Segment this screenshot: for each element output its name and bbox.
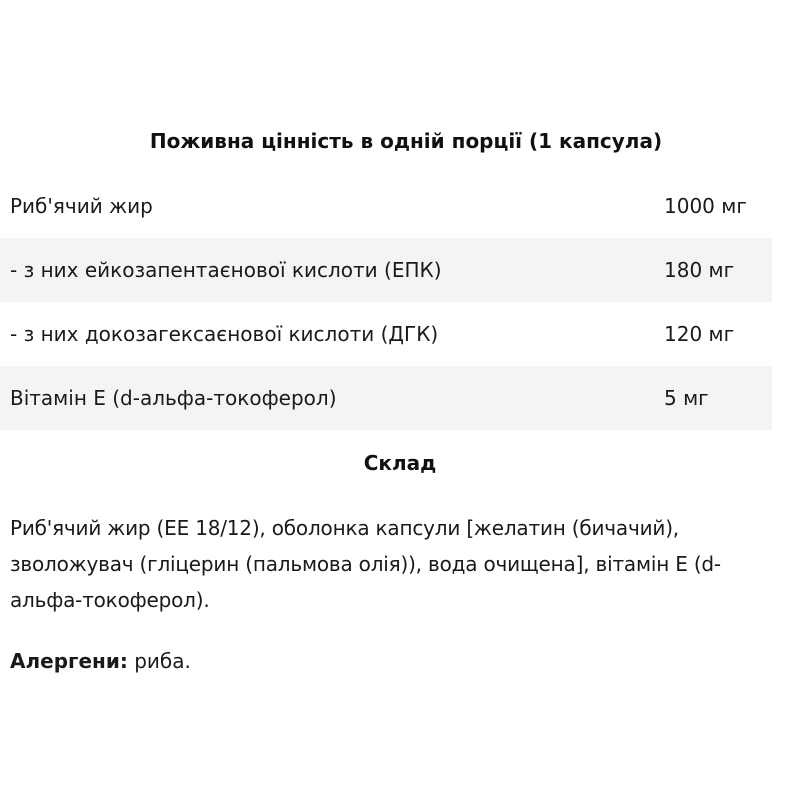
composition-text: Риб'ячий жир (ЕЕ 18/12), оболонка капсули [желатин (бичачий), зволожувач (гліцерин (пальмова олія)), вода очищена], вітамін Е (d-альфа-токоферол). — [10, 516, 721, 612]
nutrient-value: 120 мг — [664, 322, 735, 346]
allergens-line — [10, 646, 792, 676]
nutrient-name: Вітамін Е (d-альфа-токоферол) — [10, 386, 337, 410]
table-row — [0, 302, 772, 366]
nutrient-name: - з них докозагексаєнової кислоти (ДГК) — [10, 322, 439, 346]
nutrient-name: Риб'ячий жир — [10, 194, 153, 218]
allergens-label: Алергени: — [10, 649, 128, 673]
table-row — [0, 238, 772, 302]
nutrient-value: 5 мг — [664, 386, 709, 410]
nutrient-value: 180 мг — [664, 258, 735, 282]
table-row — [0, 366, 772, 430]
nutrient-name: - з них ейкозапентаєнової кислоти (ЕПК) — [10, 258, 442, 282]
composition-title: Склад — [363, 451, 437, 475]
nutrition-table — [0, 174, 772, 430]
table-row — [0, 174, 772, 238]
nutrition-title: Поживна цінність в одній порції (1 капсула) — [149, 129, 663, 153]
allergens-value: риба. — [127, 649, 191, 673]
nutrient-value: 1000 мг — [664, 194, 747, 218]
